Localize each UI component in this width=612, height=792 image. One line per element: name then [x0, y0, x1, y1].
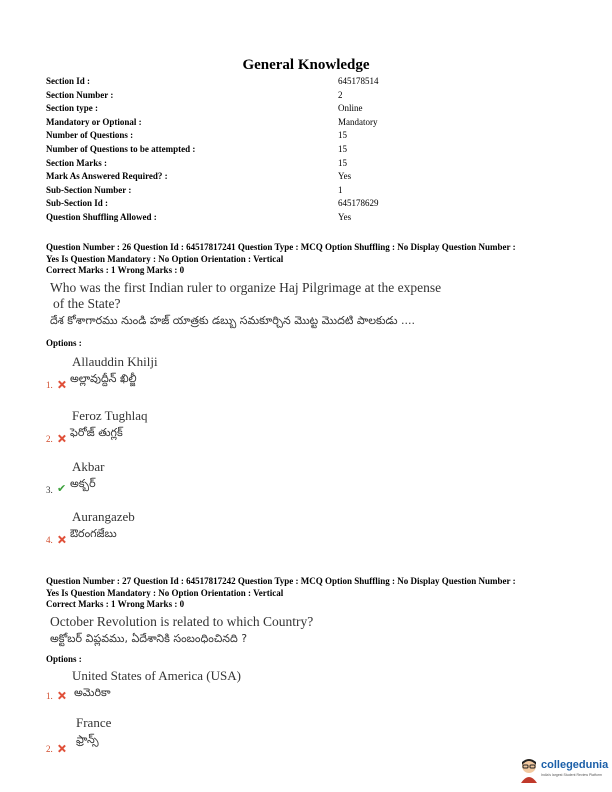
question-text-telugu: దేశ కోశాగారము నుండి హజ్ యాత్రకు డబ్బు సమకూర్చిన మొట్ట మొదటి పాలకుడు ....: [50, 314, 415, 327]
meta-value: 645178629: [338, 198, 379, 209]
mascot-icon: [518, 757, 540, 783]
meta-row: [46, 212, 466, 226]
section-meta: [46, 76, 466, 226]
meta-value: 15: [338, 143, 347, 154]
wrong-mark-icon: [58, 745, 65, 752]
meta-value: 2: [338, 89, 343, 100]
option-number: 1.: [46, 380, 53, 390]
meta-row: [46, 90, 466, 104]
meta-value: Online: [338, 103, 363, 114]
option-text-telugu: ఫ్రాన్స్: [76, 733, 99, 746]
meta-key: Mandatory or Optional :: [46, 116, 142, 127]
meta-value: 15: [338, 130, 347, 141]
logo-name: collegedunia: [541, 759, 609, 771]
wrong-mark-icon: [58, 692, 65, 699]
meta-row: [46, 76, 466, 90]
meta-key: Mark As Answered Required? :: [46, 171, 168, 182]
question-header-line: Question Number : 27 Question Id : 64517817242 Question Type : MCQ Option Shuffling : No Display Question Number :: [46, 576, 516, 586]
question-header-line: Yes Is Question Mandatory : No Option Orientation : Vertical: [46, 587, 284, 598]
meta-key: Number of Questions :: [46, 130, 134, 141]
wrong-mark-icon: [58, 536, 65, 543]
question-text-telugu: అక్టోబర్ విప్లవము, ఏదేశానికి సంబంధించినది ?: [50, 632, 248, 645]
meta-row: [46, 117, 466, 131]
option-text: Feroz Tughlaq: [72, 408, 148, 423]
question-text-line: Who was the first Indian ruler to organize Haj Pilgrimage at the expense: [50, 280, 442, 295]
option-number: 2.: [46, 744, 53, 754]
meta-row: [46, 185, 466, 199]
option-text-telugu: అమెరికా: [74, 686, 111, 699]
meta-value: Mandatory: [338, 116, 378, 127]
meta-value: Yes: [338, 211, 352, 222]
meta-key: Section Id :: [46, 76, 91, 86]
meta-key: Number of Questions to be attempted :: [46, 143, 196, 154]
option-text-telugu: ఔరంగజేబు: [70, 527, 117, 540]
meta-row: [46, 144, 466, 158]
option-number: 4.: [46, 535, 53, 545]
option-text-telugu: అక్బర్: [70, 477, 96, 490]
meta-key: Sub-Section Number :: [46, 184, 132, 195]
option-number: 2.: [46, 434, 53, 444]
option-text: France: [76, 715, 112, 730]
meta-row: [46, 130, 466, 144]
wrong-mark-icon: [58, 381, 65, 388]
option-text: Allauddin Khilji: [72, 354, 158, 369]
option-number: 1.: [46, 691, 53, 701]
question-text: [50, 280, 441, 312]
meta-row: [46, 171, 466, 185]
meta-key: Section type :: [46, 103, 98, 114]
meta-key: Question Shuffling Allowed :: [46, 211, 157, 222]
option-text: Akbar: [72, 459, 105, 474]
question-text-line: October Revolution is related to which Country?: [50, 614, 314, 629]
meta-value: 15: [338, 157, 347, 168]
question-text-line: of the State?: [53, 296, 121, 311]
meta-row: [46, 103, 466, 117]
options-label: Options :: [46, 654, 82, 664]
wrong-mark-icon: [58, 435, 65, 442]
question-header: [46, 576, 586, 611]
page-title: General Knowledge: [242, 57, 370, 73]
question-header: [46, 242, 586, 277]
option-text-telugu: అల్లావుద్దీన్ ఖిల్జీ: [70, 372, 137, 385]
option-text: United States of America (USA): [72, 668, 241, 683]
meta-value: 645178514: [338, 76, 379, 86]
meta-row: [46, 198, 466, 212]
meta-key: Section Marks :: [46, 157, 107, 168]
option-text-telugu: ఫెరోజ్ తుగ్లక్: [70, 426, 123, 439]
question-header-line: Yes Is Question Mandatory : No Option Orientation : Vertical: [46, 253, 284, 264]
question-marks: Correct Marks : 1 Wrong Marks : 0: [46, 265, 185, 275]
collegedunia-logo: [518, 757, 610, 783]
options-label: Options :: [46, 338, 82, 348]
question-header-line: Question Number : 26 Question Id : 64517817241 Question Type : MCQ Option Shuffling : No Display Question Number :: [46, 242, 516, 252]
correct-check-icon: ✔: [57, 482, 67, 495]
meta-row: [46, 158, 466, 172]
meta-key: Section Number :: [46, 89, 114, 100]
logo-tagline: India's largest Student Review Platform: [541, 773, 602, 777]
question-marks: Correct Marks : 1 Wrong Marks : 0: [46, 599, 185, 609]
meta-value: Yes: [338, 171, 352, 182]
option-number: 3.: [46, 485, 53, 495]
meta-value: 1: [338, 184, 343, 195]
option-text: Aurangazeb: [72, 509, 135, 524]
question-text: [50, 614, 313, 630]
meta-key: Sub-Section Id :: [46, 198, 109, 209]
